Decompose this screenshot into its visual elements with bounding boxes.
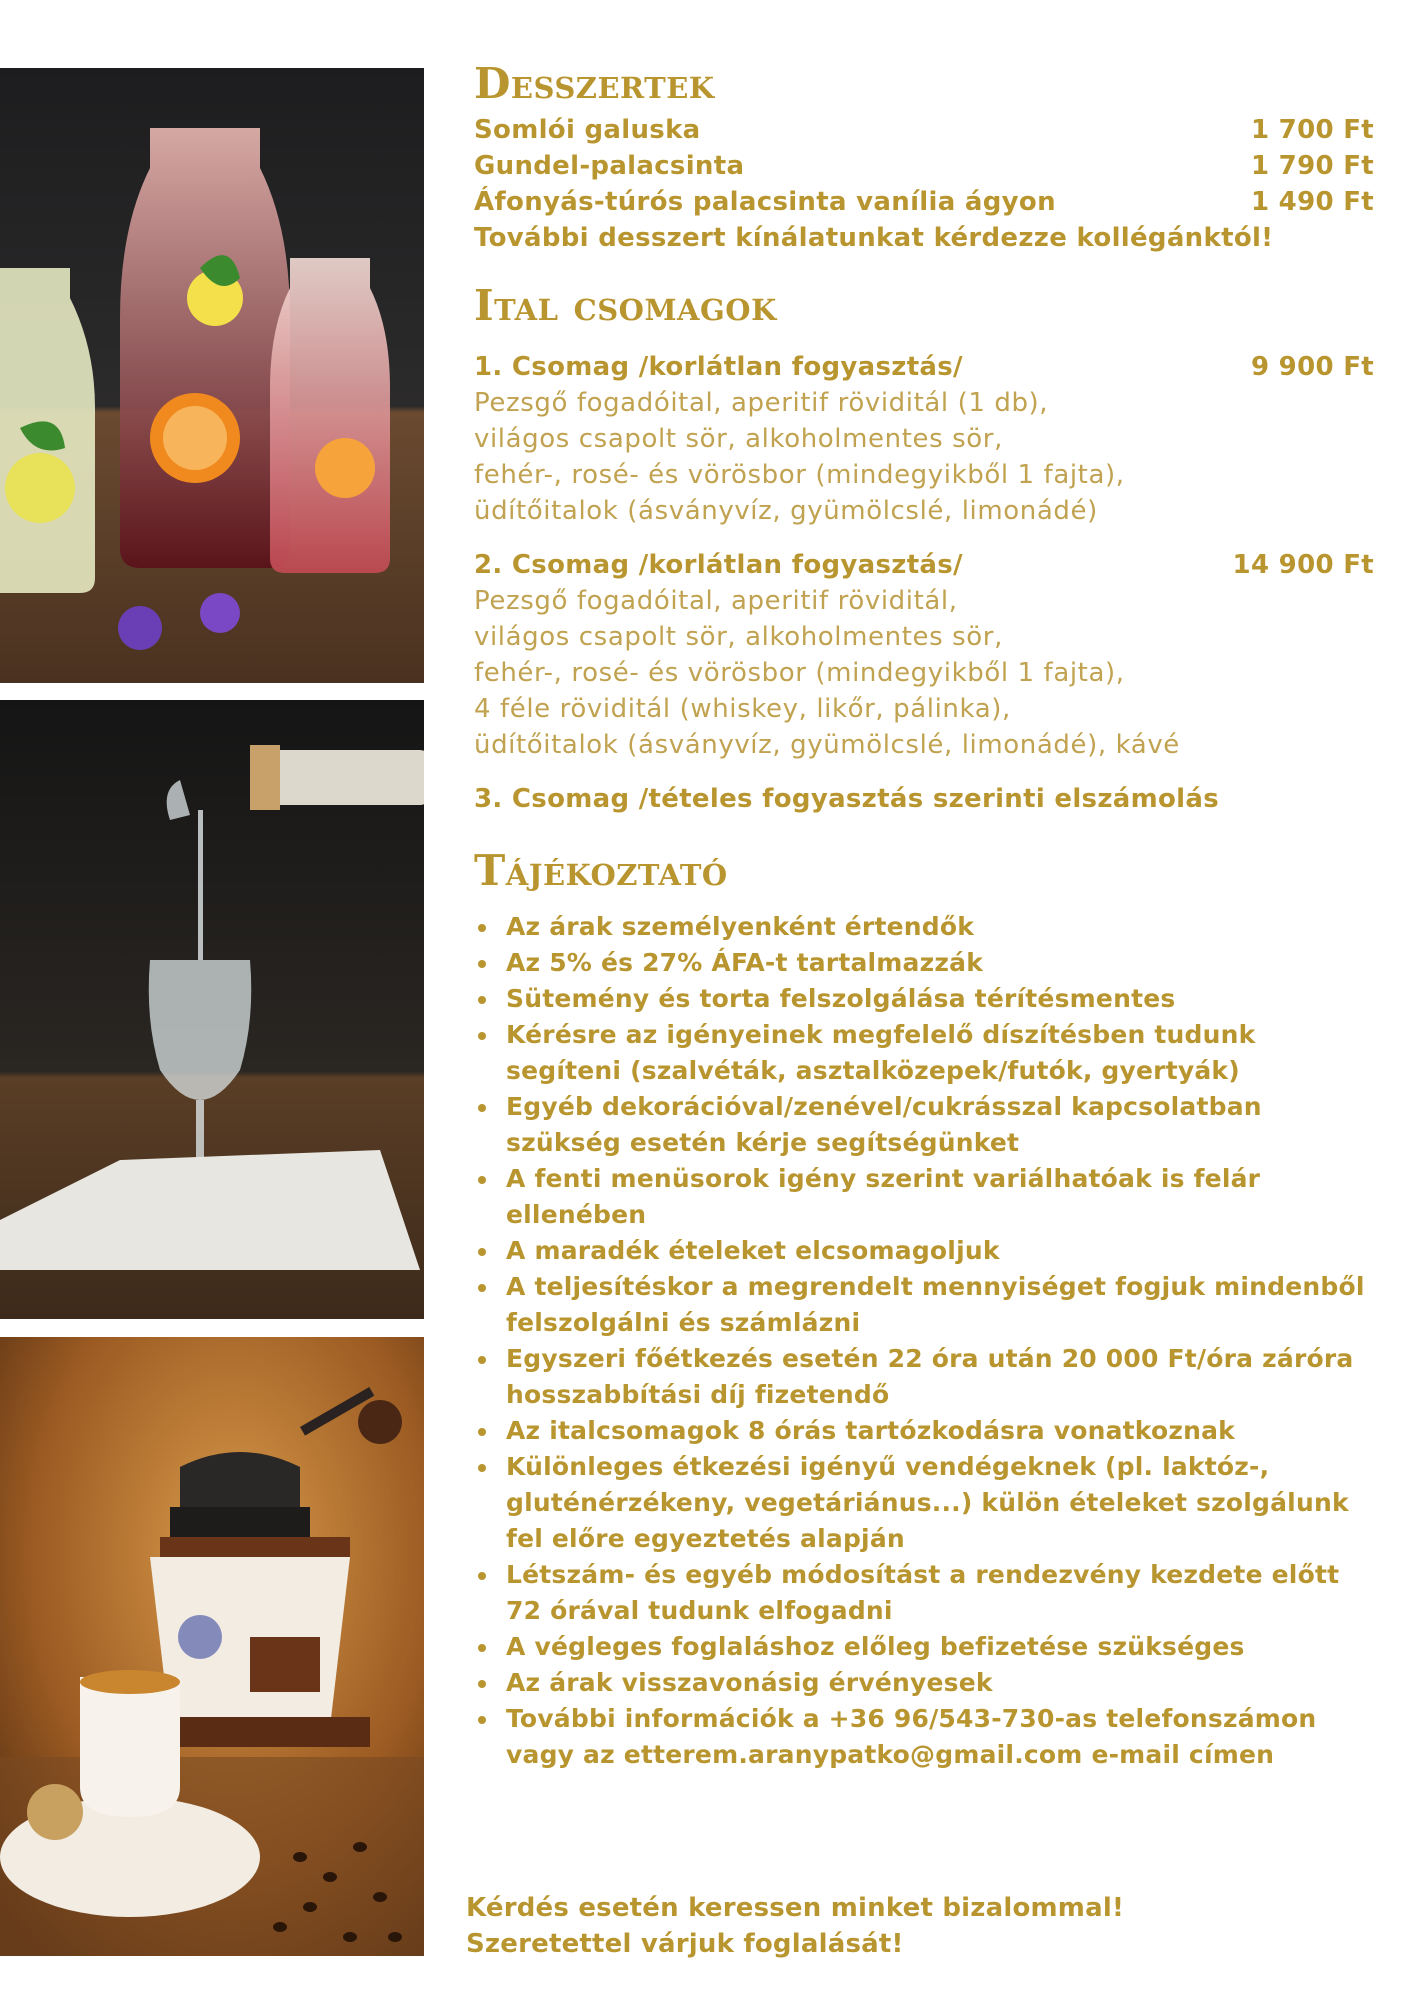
- package-line: fehér-, rosé- és vörösbor (mindegyikből 1 fajta),: [474, 459, 1125, 490]
- dessert-price: 1 490 Ft: [1250, 187, 1374, 218]
- footer-message: [466, 1890, 1124, 1962]
- info-item: További információk a +36 96/543-730-as telefonszámon vagy az etterem.aranypatko@gmail.com e-mail címen: [474, 1701, 1374, 1773]
- info-item: A végleges foglaláshoz előleg befizetése szükséges: [474, 1629, 1374, 1665]
- palinka-glass-photo: [0, 700, 424, 1319]
- dessert-name: Gundel-palacsinta: [474, 151, 745, 182]
- dessert-note: További desszert kínálatunkat kérdezze kollégánktól!: [474, 223, 1274, 254]
- package-line: fehér-, rosé- és vörösbor (mindegyikből 1 fajta),: [474, 657, 1125, 688]
- dessert-name: Somlói galuska: [474, 115, 701, 146]
- info-item: Egyéb dekorációval/zenével/cukrásszal kapcsolatban szükség esetén kérje segítségünket: [474, 1089, 1374, 1161]
- menu-content: [474, 60, 1374, 1773]
- info-item: A fenti menüsorok igény szerint variálhatóak is felár ellenében: [474, 1161, 1374, 1233]
- package-line: üdítőitalok (ásványvíz, gyümölcslé, limonádé): [474, 495, 1098, 526]
- info-list: [474, 909, 1374, 1773]
- footer-line: Kérdés esetén keressen minket bizalommal!: [466, 1893, 1125, 1923]
- dessert-item: [474, 184, 1374, 220]
- lemonade-carafes-photo: [0, 68, 424, 683]
- dessert-item: [474, 112, 1374, 148]
- package-line: üdítőitalok (ásványvíz, gyümölcslé, limonádé), kávé: [474, 729, 1180, 760]
- package-line: Pezsgő fogadóital, aperitif röviditál,: [474, 585, 958, 616]
- package-title: 3. Csomag /tételes fogyasztás szerinti elszámolás: [474, 783, 1219, 814]
- package-price: 9 900 Ft: [1250, 351, 1374, 382]
- package-title: 1. Csomag /korlátlan fogyasztás/: [474, 351, 963, 382]
- drink-package-2: [474, 547, 1374, 763]
- package-title: 2. Csomag /korlátlan fogyasztás/: [474, 549, 963, 580]
- dessert-list: [474, 112, 1374, 256]
- info-item: Különleges étkezési igényű vendégeknek (pl. laktóz-, gluténérzékeny, vegetáriánus...) külön ételeket szolgálunk fel előre egyeztetés alapján: [474, 1449, 1374, 1557]
- info-item: Az italcsomagok 8 órás tartózkodásra vonatkoznak: [474, 1413, 1374, 1449]
- package-price: 14 900 Ft: [1232, 549, 1374, 580]
- dessert-name: Áfonyás-túrós palacsinta vanília ágyon: [474, 187, 1056, 218]
- info-item: Létszám- és egyéb módosítást a rendezvény kezdete előtt 72 órával tudunk elfogadni: [474, 1557, 1374, 1629]
- desserts-heading: Desszertek: [474, 59, 715, 108]
- info-item: Az árak visszavonásig érvényesek: [474, 1665, 1374, 1701]
- package-line: világos csapolt sör, alkoholmentes sör,: [474, 621, 1003, 652]
- info-item: Egyszeri főétkezés esetén 22 óra után 20 000 Ft/óra záróra hosszabbítási díj fizetendő: [474, 1341, 1374, 1413]
- info-item: Az árak személyenként értendők: [474, 909, 1374, 945]
- info-item: Sütemény és torta felszolgálása térítésmentes: [474, 981, 1374, 1017]
- dessert-item: [474, 148, 1374, 184]
- drinks-heading: Ital csomagok: [474, 281, 777, 331]
- dessert-price: 1 790 Ft: [1250, 151, 1374, 182]
- info-item: A maradék ételeket elcsomagoljuk: [474, 1233, 1374, 1269]
- package-line: 4 féle röviditál (whiskey, likőr, pálinka),: [474, 693, 1011, 724]
- coffee-grinder-photo: [0, 1337, 424, 1956]
- package-line: világos csapolt sör, alkoholmentes sör,: [474, 423, 1003, 454]
- info-item: A teljesítéskor a megrendelt mennyiséget fogjuk mindenből felszolgálni és számlázni: [474, 1269, 1374, 1341]
- info-item: Az 5% és 27% ÁFA-t tartalmazzák: [474, 945, 1374, 981]
- info-heading: Tájékoztató: [474, 845, 728, 895]
- package-line: Pezsgő fogadóital, aperitif röviditál (1 db),: [474, 387, 1049, 418]
- info-item: Kérésre az igényeinek megfelelő díszítésben tudunk segíteni (szalvéták, asztalközepek/futók, gyertyák): [474, 1017, 1374, 1089]
- dessert-price: 1 700 Ft: [1250, 115, 1374, 146]
- footer-line: Szeretettel várjuk foglalását!: [466, 1929, 904, 1959]
- drink-package-3: [474, 781, 1374, 817]
- drink-package-1: [474, 349, 1374, 529]
